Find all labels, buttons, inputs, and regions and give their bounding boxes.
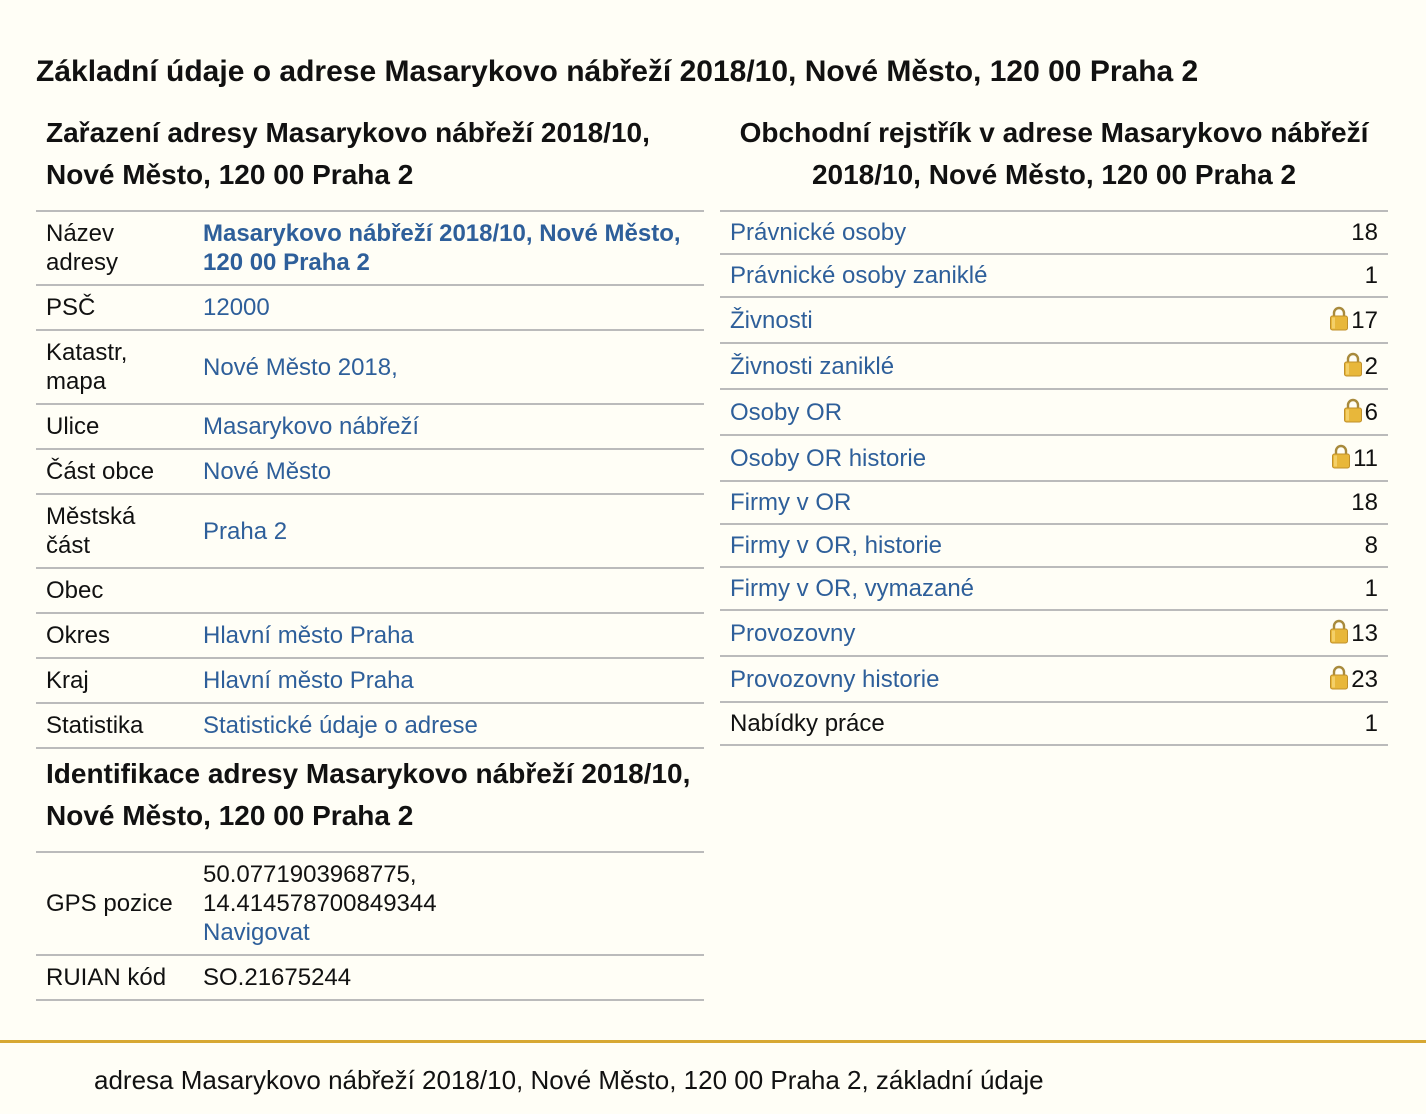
register-count: 2 xyxy=(1364,352,1378,380)
register-link[interactable]: Právnické osoby xyxy=(730,219,907,246)
row-value xyxy=(193,404,704,449)
row-label: GPS pozice xyxy=(36,852,193,955)
table-row xyxy=(36,285,704,330)
register-label-cell xyxy=(720,656,1228,702)
register-label: Nabídky práce xyxy=(730,710,885,737)
lock-icon xyxy=(1329,618,1349,644)
register-count-cell xyxy=(1228,435,1388,481)
row-label: Obec xyxy=(36,568,193,613)
city-district-link[interactable]: Praha 2 xyxy=(203,517,288,545)
municipal-part-link[interactable]: Nové Město xyxy=(203,458,332,485)
register-count: 18 xyxy=(1351,489,1378,516)
cadastre-link[interactable]: Nové Město 2018, xyxy=(203,353,398,381)
register-count: 1 xyxy=(1364,710,1378,737)
register-label-cell xyxy=(720,481,1228,524)
register-link[interactable]: Osoby OR historie xyxy=(730,444,927,472)
table-row xyxy=(36,494,704,568)
gps-longitude: 14.414578700849344 xyxy=(203,890,437,917)
table-row xyxy=(36,330,704,404)
register-label-cell xyxy=(720,389,1228,435)
register-link[interactable]: Osoby OR xyxy=(730,398,843,426)
register-count: 1 xyxy=(1364,262,1378,289)
register-count-cell xyxy=(1228,297,1388,343)
row-label: Okres xyxy=(36,613,193,658)
register-count-cell xyxy=(1228,524,1388,567)
register-link[interactable]: Provozovny historie xyxy=(730,665,940,693)
register-row xyxy=(720,254,1388,297)
register-count: 18 xyxy=(1351,219,1378,246)
footer-text: adresa Masarykovo nábřeží 2018/10, Nové Město, 120 00 Praha 2, základní údaje xyxy=(94,1065,1044,1095)
row-value xyxy=(193,703,704,748)
lock-icon xyxy=(1343,397,1363,423)
row-label: Název adresy xyxy=(36,211,193,285)
ruian-value: SO.21675244 xyxy=(193,955,704,1000)
register-link[interactable]: Firmy v OR, vymazané xyxy=(730,575,975,602)
lock-icon xyxy=(1329,305,1349,331)
table-row xyxy=(36,449,704,494)
register-count: 17 xyxy=(1351,306,1378,334)
table-row xyxy=(36,404,704,449)
register-count-cell xyxy=(1228,343,1388,389)
gps-latitude: 50.0771903968775, xyxy=(203,861,417,888)
identifikace-title: Identifikace adresy Masarykovo nábřeží 2018/10, Nové Město, 120 00 Praha 2 xyxy=(46,758,691,831)
row-label: Část obce xyxy=(36,449,193,494)
register-row xyxy=(720,343,1388,389)
statistics-link[interactable]: Statistické údaje o adrese xyxy=(203,712,478,739)
register-row xyxy=(720,656,1388,702)
row-label: Statistika xyxy=(36,703,193,748)
table-row xyxy=(36,211,704,285)
row-value xyxy=(193,494,704,568)
row-value xyxy=(193,211,704,285)
register-count-cell xyxy=(1228,254,1388,297)
register-row xyxy=(720,567,1388,610)
rejstrik-table xyxy=(720,210,1388,746)
register-row xyxy=(720,524,1388,567)
page-title: Základní údaje o adrese Masarykovo nábřeží 2018/10, Nové Město, 120 00 Praha 2 xyxy=(36,55,1199,88)
row-value xyxy=(193,568,704,613)
identifikace-table xyxy=(36,851,704,1001)
table-row xyxy=(36,568,704,613)
register-label-cell xyxy=(720,435,1228,481)
register-row xyxy=(720,702,1388,745)
row-label: Katastr, mapa xyxy=(36,330,193,404)
row-value xyxy=(193,449,704,494)
register-row xyxy=(720,211,1388,254)
register-label-cell xyxy=(720,343,1228,389)
register-link[interactable]: Firmy v OR xyxy=(730,489,852,516)
register-link[interactable]: Právnické osoby zaniklé xyxy=(730,262,988,289)
register-count-cell xyxy=(1228,702,1388,745)
register-label-cell xyxy=(720,524,1228,567)
register-link[interactable]: Firmy v OR, historie xyxy=(730,532,943,559)
gps-value xyxy=(193,852,704,955)
zarazeni-title: Zařazení adresy Masarykovo nábřeží 2018/10, Nové Město, 120 00 Praha 2 xyxy=(46,117,650,190)
register-count-cell xyxy=(1228,610,1388,656)
region-link[interactable]: Hlavní město Praha xyxy=(203,667,414,694)
register-link[interactable]: Živnosti xyxy=(730,306,813,334)
lock-icon xyxy=(1329,664,1349,690)
register-count: 1 xyxy=(1364,575,1378,602)
register-link[interactable]: Živnosti zaniklé xyxy=(730,352,895,380)
row-label: Městská část xyxy=(36,494,193,568)
register-row xyxy=(720,297,1388,343)
register-link[interactable]: Provozovny xyxy=(730,619,856,647)
row-label: PSČ xyxy=(36,285,193,330)
register-label-cell xyxy=(720,211,1228,254)
register-count-cell xyxy=(1228,567,1388,610)
table-row xyxy=(36,658,704,703)
street-link[interactable]: Masarykovo nábřeží xyxy=(203,413,420,440)
row-label: Ulice xyxy=(36,404,193,449)
row-value xyxy=(193,285,704,330)
business-register-column xyxy=(720,112,1388,746)
row-value xyxy=(193,658,704,703)
register-count: 23 xyxy=(1351,665,1378,693)
address-info-column xyxy=(36,112,704,1001)
table-row xyxy=(36,613,704,658)
table-row xyxy=(36,955,704,1000)
row-label: Kraj xyxy=(36,658,193,703)
table-row xyxy=(36,703,704,748)
zarazeni-table xyxy=(36,210,704,749)
row-value xyxy=(193,613,704,658)
row-value xyxy=(193,330,704,404)
table-row xyxy=(36,852,704,955)
register-row xyxy=(720,610,1388,656)
navigate-link[interactable]: Navigovat xyxy=(203,919,310,946)
lock-icon xyxy=(1343,351,1363,377)
register-label-cell xyxy=(720,610,1228,656)
register-label-cell xyxy=(720,254,1228,297)
register-row xyxy=(720,435,1388,481)
district-link[interactable]: Hlavní město Praha xyxy=(203,622,414,649)
psc-link[interactable]: 12000 xyxy=(203,294,270,321)
register-count: 13 xyxy=(1351,619,1378,647)
row-label: RUIAN kód xyxy=(36,955,193,1000)
register-label-cell xyxy=(720,702,1228,745)
register-label-cell xyxy=(720,297,1228,343)
register-count-cell xyxy=(1228,389,1388,435)
register-count-cell xyxy=(1228,211,1388,254)
register-row xyxy=(720,389,1388,435)
register-count: 11 xyxy=(1353,444,1378,472)
register-count-cell xyxy=(1228,656,1388,702)
rejstrik-title: Obchodní rejstřík v adrese Masarykovo nábřeží 2018/10, Nové Město, 120 00 Praha 2 xyxy=(739,117,1369,190)
register-count: 6 xyxy=(1364,398,1378,426)
register-count-cell xyxy=(1228,481,1388,524)
footer-divider xyxy=(0,1040,1426,1043)
lock-icon xyxy=(1331,443,1351,469)
register-row xyxy=(720,481,1388,524)
register-count: 8 xyxy=(1364,532,1378,559)
register-label-cell xyxy=(720,567,1228,610)
address-name-link[interactable]: Masarykovo nábřeží 2018/10, Nové Město, 120 00 Praha 2 xyxy=(203,220,681,276)
